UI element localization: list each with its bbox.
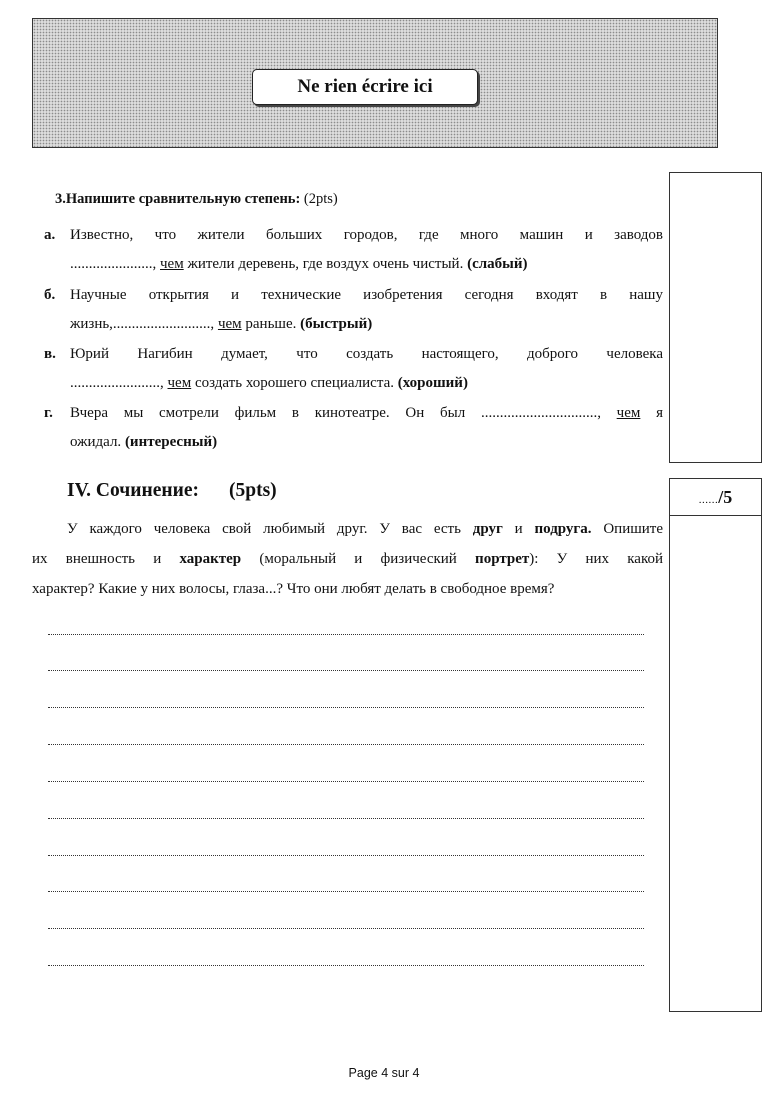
grading-box-essay <box>669 478 762 1012</box>
essay-text: (моральный и физический <box>259 551 457 567</box>
essay-text: У каждого человека свой любимый друг. У вас есть <box>67 521 461 537</box>
comparison-word-g: чем <box>616 405 641 421</box>
item-letter: в. <box>44 346 56 362</box>
answer-blank[interactable]: ..............................., <box>480 405 601 421</box>
word-and: и <box>514 521 523 537</box>
answer-blank[interactable]: жизнь,.........................., <box>70 316 215 332</box>
item-text-line1: Научные открытия и технические изобретения сегодня входят в нашу <box>70 287 663 303</box>
answer-line[interactable] <box>48 781 644 782</box>
answer-line[interactable] <box>48 818 644 819</box>
section4-heading: IV. Сочинение: <box>67 480 199 501</box>
question3-points: (2pts) <box>303 191 338 207</box>
do-not-write-label: Ne rien écrire ici <box>252 69 478 105</box>
section4-points: (5pts) <box>228 480 277 501</box>
item-text-line1 <box>44 399 663 428</box>
question3-item-a <box>44 221 663 279</box>
item-text-line2 <box>44 369 663 398</box>
essay-line1 <box>32 514 663 544</box>
comparison-word: чем <box>217 316 242 332</box>
item-rest: создать хорошего специалиста. <box>194 375 394 391</box>
item-text-start: Вчера мы смотрели фильм в кинотеатре. Он был <box>70 405 466 421</box>
item-text-line2 <box>44 310 663 339</box>
answer-line[interactable] <box>48 744 644 745</box>
answer-line[interactable] <box>48 634 644 635</box>
answer-line[interactable] <box>48 928 644 929</box>
essay-score <box>670 479 761 516</box>
item-text-end: я <box>656 405 664 421</box>
essay-line3: характер? Какие у них волосы, глаза...? Что они любят делать в свободное время? <box>32 581 555 597</box>
grading-box-question3 <box>669 172 762 463</box>
item-hint: (слабый) <box>467 256 528 272</box>
word-podruga: подруга. <box>534 521 592 537</box>
item-rest: раньше. <box>245 316 297 332</box>
item-text-line1: Известно, что жители больших городов, где много машин и заводов <box>70 227 663 243</box>
score-max: /5 <box>718 487 733 507</box>
answer-line[interactable] <box>48 707 644 708</box>
essay-text: ): У них какой <box>529 551 664 567</box>
word-portrait: портрет <box>475 551 530 567</box>
comparison-word: чем <box>167 375 192 391</box>
essay-prompt <box>32 514 663 604</box>
page-number: Page 4 sur 4 <box>348 1066 420 1080</box>
item-text-line2 <box>44 428 663 457</box>
item-letter: а. <box>44 227 56 243</box>
essay-text: их внешность и <box>32 551 162 567</box>
answer-line[interactable] <box>48 891 644 892</box>
comparison-word: чем <box>160 256 184 272</box>
question3-item-g <box>44 399 663 457</box>
item-text-line1: Юрий Нагибин думает, что создать настоящего, доброго человека <box>70 346 663 362</box>
word-character: характер <box>179 551 242 567</box>
item-letter: г. <box>44 405 53 421</box>
item-hint: (хороший) <box>397 375 468 391</box>
answer-line[interactable] <box>48 670 644 671</box>
item-rest: ожидал. <box>70 434 122 450</box>
item-hint: (быстрый) <box>300 316 373 332</box>
answer-line[interactable] <box>48 965 644 966</box>
score-blank: ...... <box>698 494 719 506</box>
item-letter: б. <box>44 287 56 303</box>
question3-item-v <box>44 340 663 398</box>
answer-blank[interactable]: ......................, <box>70 256 157 272</box>
essay-line2 <box>32 544 663 574</box>
question3-item-b <box>44 281 663 339</box>
question3-heading: 3.Напишите сравнительную степень: <box>55 191 301 207</box>
item-rest: жители деревень, где воздух очень чистый. <box>187 256 464 272</box>
word-drug: друг <box>472 521 503 537</box>
section4-title <box>67 480 277 502</box>
answer-blank[interactable]: ........................, <box>70 375 164 391</box>
item-text-line2 <box>44 250 663 279</box>
question3-title <box>55 191 338 208</box>
essay-text: Опишите <box>603 521 664 537</box>
item-hint: (интересный) <box>124 434 218 450</box>
answer-line[interactable] <box>48 855 644 856</box>
